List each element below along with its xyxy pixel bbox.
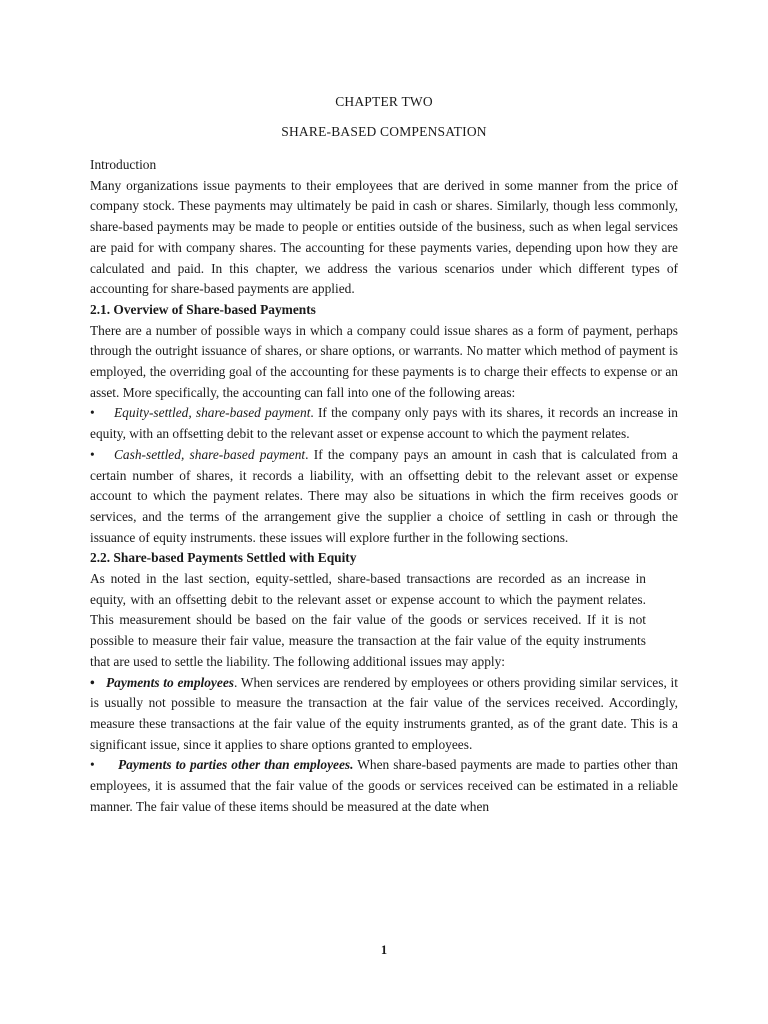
section-2-2-paragraph: As noted in the last section, equity-settled, share-based transactions are recorded as an increase in equity, with an offsetting debit to the relevant asset or expense account to which the payment relates. This measurement should be based on the fair value of the goods or services received. If it is not possible to measure their fair value, measure the transaction at the fair value of the equity instruments that are used to settle the liability. The following additional issues may apply: [90, 571, 646, 669]
bullet-payments-to-other-parties [90, 755, 678, 817]
bullet-payments-to-employees [90, 673, 678, 756]
chapter-body [90, 155, 678, 818]
bullet-text: . If the company only pays with its shares, it records an increase in equity, with an offsetting debit to the relevant asset or expense account to which the payment relates. [90, 405, 678, 442]
bullet-marker: • [90, 405, 95, 421]
bullet-term: Equity-settled, share-based payment [114, 405, 311, 421]
bullet-cash-settled [90, 445, 678, 549]
bullet-term: Payments to employees [106, 674, 234, 690]
bullet-text: When share-based payments are made to parties other than employees, it is assumed that the fair value of the goods or services received can be estimated in a reliable manner. The fair value of these items should be measured at the date when [90, 757, 679, 814]
bullet-equity-settled [90, 403, 678, 444]
section-2-2-heading: 2.2. Share-based Payments Settled with Equity [90, 550, 357, 566]
chapter-label: CHAPTER TWO [335, 94, 433, 109]
bullet-text: . If the company pays an amount in cash that is calculated from a certain number of shares, it records a liability, with an offsetting debit to the relevant asset or expense account to which the payment relates. There may also be situations in which the firm receives goods or services, and the terms of the arrangement give the supplier a choice of settling in cash or through the issuance of equity instruments. these issues will explore further in the following sections. [90, 446, 679, 545]
bullet-marker: • [90, 446, 95, 462]
bullet-term: Payments to parties other than employees. [118, 757, 354, 773]
section-2-1-paragraph: There are a number of possible ways in which a company could issue shares as a form of payment, perhaps through the outright issuance of shares, or share options, or warrants. No matter which method of payment is employed, the overriding goal of the accounting for these payments is to charge their effects to expense or an asset. More specifically, the accounting can fall into one of the following areas: [90, 322, 678, 400]
bullet-text: . When services are rendered by employees or others providing similar services, it is usually not possible to measure the transaction at the fair value of the services received. Accordingly, measure these transactions at the fair value of the equity instruments granted, as of the grant date. This is a significant issue, since it applies to share options granted to employees. [90, 674, 678, 752]
intro-paragraph: Many organizations issue payments to their employees that are derived in some manner from the price of company stock. These payments may ultimately be paid in cash or shares. Similarly, though less commonly, share-based payments may be made to people or entities outside of the business, such as when legal services are paid for with company shares. The accounting for these payments varies, depending upon how they are calculated and paid. In this chapter, we address the various scenarios under which different types of accounting for share-based payments are applied. [90, 177, 678, 297]
intro-heading: Introduction [90, 157, 157, 172]
bullet-term: Cash-settled, share-based payment [114, 446, 306, 462]
chapter-title: SHARE-BASED COMPENSATION [281, 124, 487, 139]
bullet-marker: • [90, 674, 95, 690]
page-number: 1 [380, 943, 388, 957]
section-2-1-heading: 2.1. Overview of Share-based Payments [90, 301, 316, 317]
bullet-marker: • [90, 757, 95, 773]
